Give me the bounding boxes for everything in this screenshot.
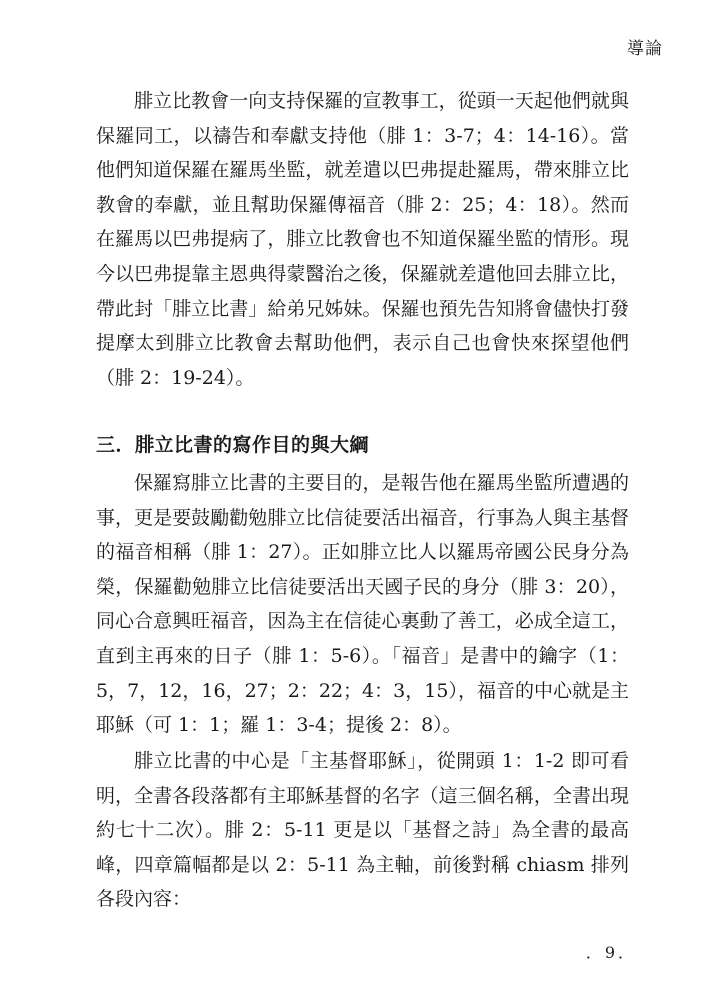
paragraph-philippian-support: 腓立比教會一向支持保羅的宣教事工，從頭一天起他們就與保羅同工，以禱告和奉獻支持他（腓 1：3-7；4：14-16）。當他們知道保羅在羅馬坐監，就差遣以巴弗提赴羅馬，帶來腓立比教會的奉獻，並且幫助保羅傳福音（腓 2：25；4：18）。然而在羅馬以巴弗提病了，腓立比教會也不知道保羅坐監的情形。現今以巴弗提靠主恩典得蒙醫治之後，保羅就差遣他回去腓立比，帶此封「腓立比書」給弟兄姊妹。保羅也預先告知將會儘快打發提摩太到腓立比教會去幫助他們，表示自己也會快來探望他們（腓 2：19-24）。 [96, 90, 629, 389]
body-section-purpose [96, 466, 629, 743]
body-section-center [96, 744, 629, 917]
body-section-intro [96, 84, 629, 395]
paragraph-writing-purpose: 保羅寫腓立比書的主要目的，是報告他在羅馬坐監所遭遇的事，更是要鼓勵勸勉腓立比信徒要活出福音，行事為人與主基督的福音相稱（腓 1：27）。正如腓立比人以羅馬帝國公民身分為榮，保羅勸勉腓立比信徒要活出天國子民的身分（腓 3：20），同心合意興旺福音，因為主在信徒心裏動了善工，必成全這工，直到主再來的日子（腓 1：5-6）。「福音」是書中的鑰字（1：5，7，12，16，27；2：22；4：3，15），福音的中心就是主耶穌（可 1：1；羅 1：3-4；提後 2：8）。 [96, 472, 629, 737]
section-heading: 三．腓立比書的寫作目的與大綱 [96, 434, 370, 456]
paragraph-book-center: 腓立比書的中心是「主基督耶穌」，從開頭 1：1-2 即可看明，全書各段落都有主耶穌基督的名字（這三個名稱，全書出現約七十二次）。腓 2：5-11 更是以「基督之詩」為全書的最高峰，四章篇幅都是以 2：5-11 為主軸，前後對稱 chiasm 排列各段內容： [96, 750, 629, 911]
page-number: ．9． [585, 943, 637, 962]
running-header-chapter-title: 導論 [627, 39, 663, 59]
